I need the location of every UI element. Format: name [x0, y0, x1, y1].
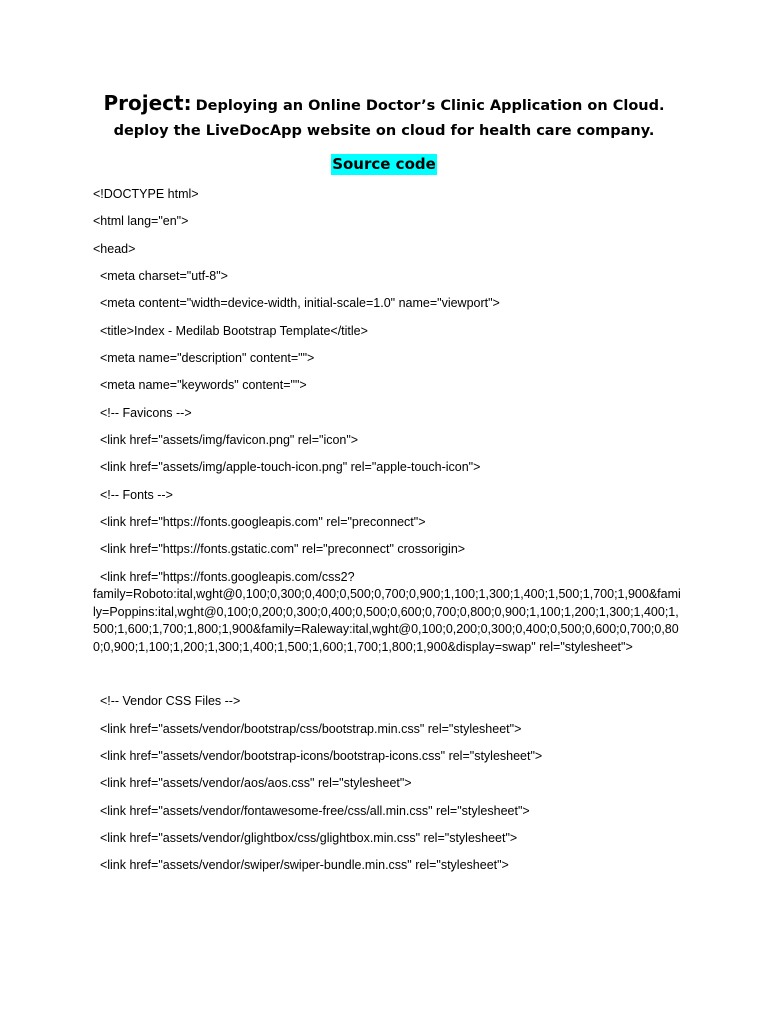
code-line: <head> [93, 241, 136, 256]
google-fonts-link-block [93, 569, 683, 657]
code-line: <link href="assets/img/apple-touch-icon.png" rel="apple-touch-icon"> [93, 460, 481, 475]
code-line: <meta charset="utf-8"> [93, 269, 228, 284]
code-line: <link href="assets/img/favicon.png" rel="icon"> [93, 433, 359, 448]
source-code-heading: Source code [332, 155, 436, 173]
code-line: <!DOCTYPE html> [93, 187, 199, 201]
source-code-listing [93, 186, 683, 885]
code-lines-head [93, 186, 683, 569]
code-line: <link href="https://fonts.gstatic.com" rel="preconnect" crossorigin> [93, 542, 466, 557]
title-line [0, 88, 768, 118]
code-line: <!-- Fonts --> [93, 487, 173, 502]
code-line: <link href="assets/vendor/bootstrap/css/bootstrap.min.css" rel="stylesheet"> [93, 721, 522, 736]
code-line: <link href="assets/vendor/aos/aos.css" rel="stylesheet"> [93, 776, 412, 791]
title-block [0, 88, 768, 176]
project-label: Project: [103, 91, 192, 115]
code-line-wrapped: family=Roboto:ital,wght@0,100;0,300;0,400;0,500;0,700;0,900;1,100;1,300;1,400;1,500;1,700;1,900&family=Poppins:ital,wght@0,100;0,200;0,300;0,400;0,500;0,600;0,700;0,800;0,900;1,100;1,200;1,300;1,400;1,500;1,600;1,700;1,800;1,900&family=Raleway:ital,wght@0,100;0,200;0,300;0,400;0,500;0,600;0,700;0,800;0,900;1,100;1,200;1,300;1,400;1,500;1,600;1,700;1,800;1,900&display=swap" rel="stylesheet"> [93, 587, 681, 654]
code-line: <link href="assets/vendor/bootstrap-icons/bootstrap-icons.css" rel="stylesheet"> [93, 749, 543, 763]
code-line: <meta name="keywords" content=""> [93, 378, 307, 393]
code-line: <link href="assets/vendor/fontawesome-free/css/all.min.css" rel="stylesheet"> [93, 803, 530, 818]
code-line: <title>Index - Medilab Bootstrap Template</title> [93, 323, 368, 338]
code-line: <html lang="en"> [93, 214, 189, 229]
project-title: Deploying an Online Doctor’s Clinic Application on Cloud. [195, 98, 665, 114]
code-line: <!-- Favicons --> [93, 405, 192, 420]
code-line: <link href="assets/vendor/swiper/swiper-bundle.min.css" rel="stylesheet"> [93, 858, 509, 873]
code-lines-vendor [93, 693, 683, 884]
blank-line [93, 656, 683, 693]
code-line: <meta content="width=device-width, initial-scale=1.0" name="viewport"> [93, 296, 500, 311]
code-line: <!-- Vendor CSS Files --> [93, 694, 241, 709]
code-line: <link href="https://fonts.googleapis.com/css2? [93, 569, 355, 584]
project-subtitle: deploy the LiveDocApp website on cloud for health care company. [113, 123, 655, 139]
code-line: <link href="https://fonts.googleapis.com" rel="preconnect"> [93, 515, 426, 530]
code-line: <meta name="description" content=""> [93, 351, 315, 366]
code-line: <link href="assets/vendor/glightbox/css/glightbox.min.css" rel="stylesheet"> [93, 831, 518, 846]
